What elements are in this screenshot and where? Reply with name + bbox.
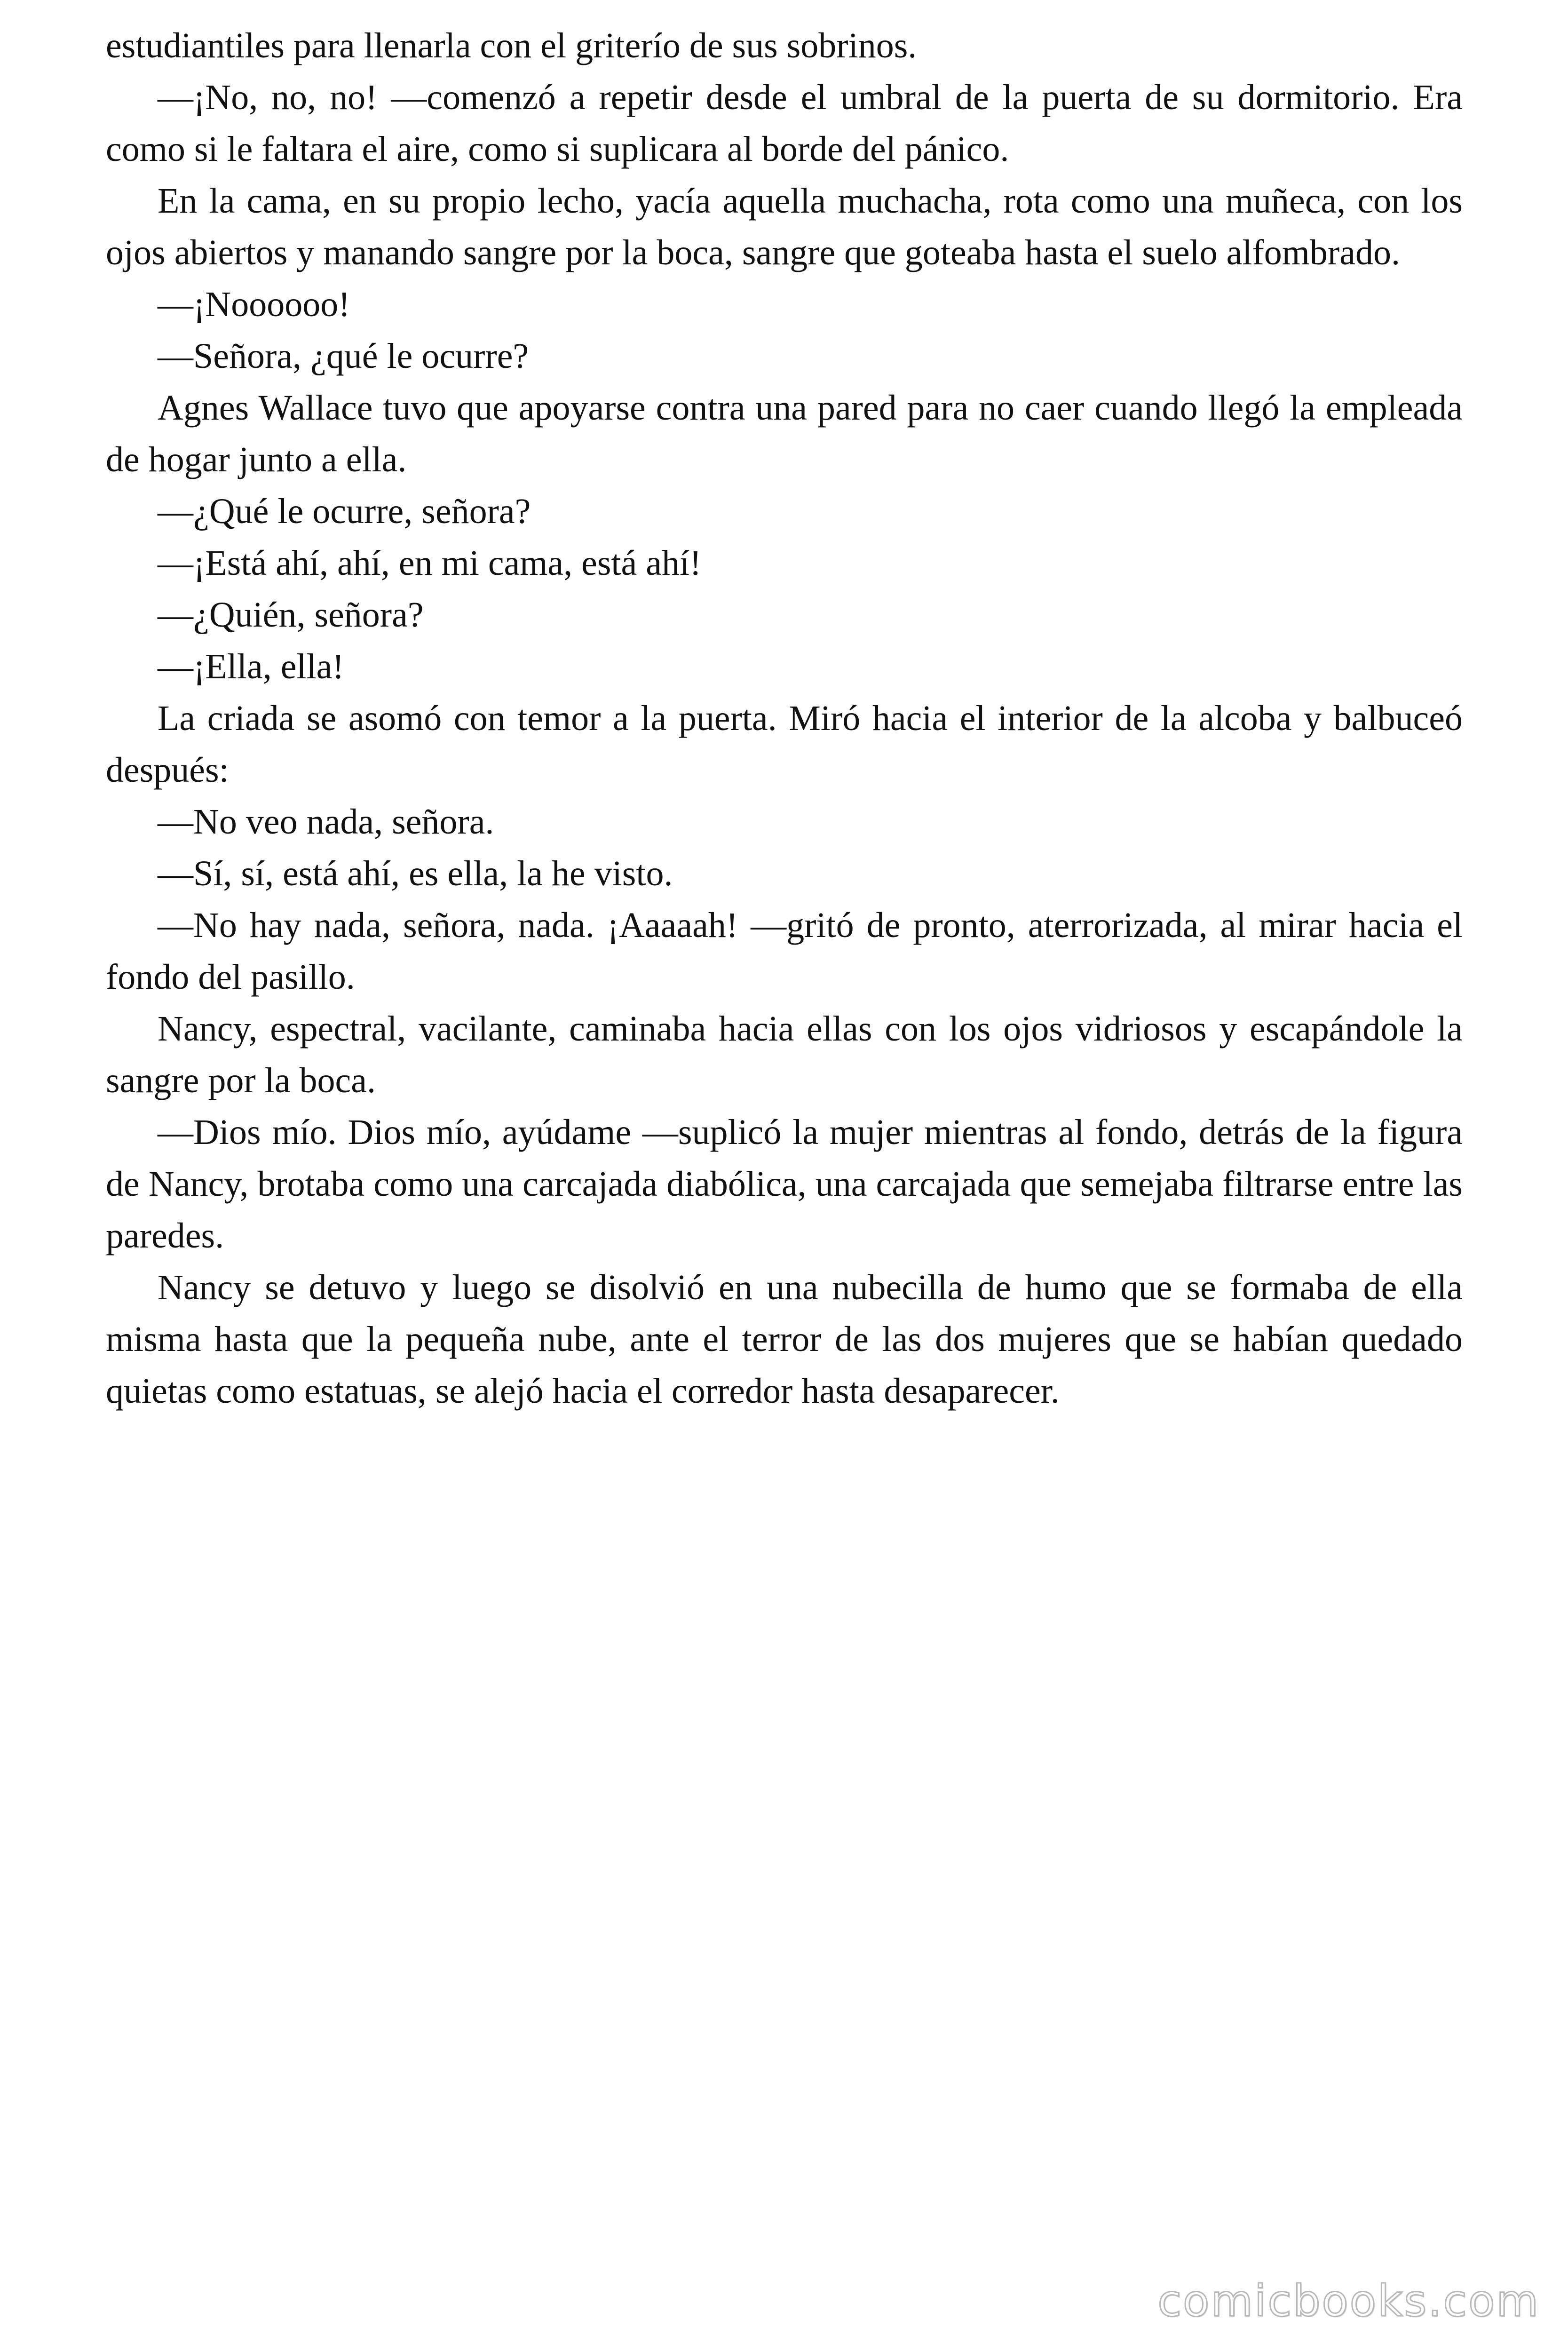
paragraph: —No veo nada, señora. [158, 802, 494, 842]
paragraph: —¿Quién, señora? [158, 595, 424, 635]
paragraph: La criada se asomó con temor a la puerta. Miró hacia el interior de la alcoba y balbuceó después: [106, 699, 1463, 790]
paragraph: Nancy se detuvo y luego se disolvió en una nubecilla de humo que se formaba de ella misma hasta que la pequeña nube, ante el terror de las dos mujeres que se habían quedado quietas como estatuas, se alejó hacia el corredor hasta desaparecer. [106, 1268, 1463, 1411]
paragraph: —¿Qué le ocurre, señora? [158, 492, 531, 531]
paragraph: —Sí, sí, está ahí, es ella, la he visto. [158, 854, 673, 893]
page-body-text [106, 20, 1463, 1417]
paragraph: —Dios mío. Dios mío, ayúdame —suplicó la mujer mientras al fondo, detrás de la figura de Nancy, brotaba como una carcajada diabólica, una carcajada que semejaba filtrarse entre las paredes. [106, 1112, 1463, 1255]
paragraph: —Señora, ¿qué le ocurre? [158, 336, 529, 376]
paragraph: Agnes Wallace tuvo que apoyarse contra una pared para no caer cuando llegó la empleada de hogar junto a ella. [106, 388, 1463, 479]
paragraph: —¡Noooooo! [158, 285, 350, 324]
watermark: comicbooks.com [1157, 2276, 1540, 2326]
paragraph: —¡Ella, ella! [158, 647, 344, 686]
paragraph: —No hay nada, señora, nada. ¡Aaaaah! —gritó de pronto, aterrorizada, al mirar hacia el fondo del pasillo. [106, 906, 1463, 997]
paragraph: —¡No, no, no! —comenzó a repetir desde el umbral de la puerta de su dormitorio. Era como si le faltara el aire, como si suplicara al borde del pánico. [106, 78, 1463, 169]
paragraph: Nancy, espectral, vacilante, caminaba hacia ellas con los ojos vidriosos y escapándole la sangre por la boca. [106, 1009, 1463, 1100]
paragraph: En la cama, en su propio lecho, yacía aquella muchacha, rota como una muñeca, con los ojos abiertos y manando sangre por la boca, sangre que goteaba hasta el suelo alfombrado. [106, 181, 1463, 272]
paragraph: estudiantiles para llenarla con el griterío de sus sobrinos. [106, 26, 917, 65]
paragraph: —¡Está ahí, ahí, en mi cama, está ahí! [158, 543, 702, 583]
